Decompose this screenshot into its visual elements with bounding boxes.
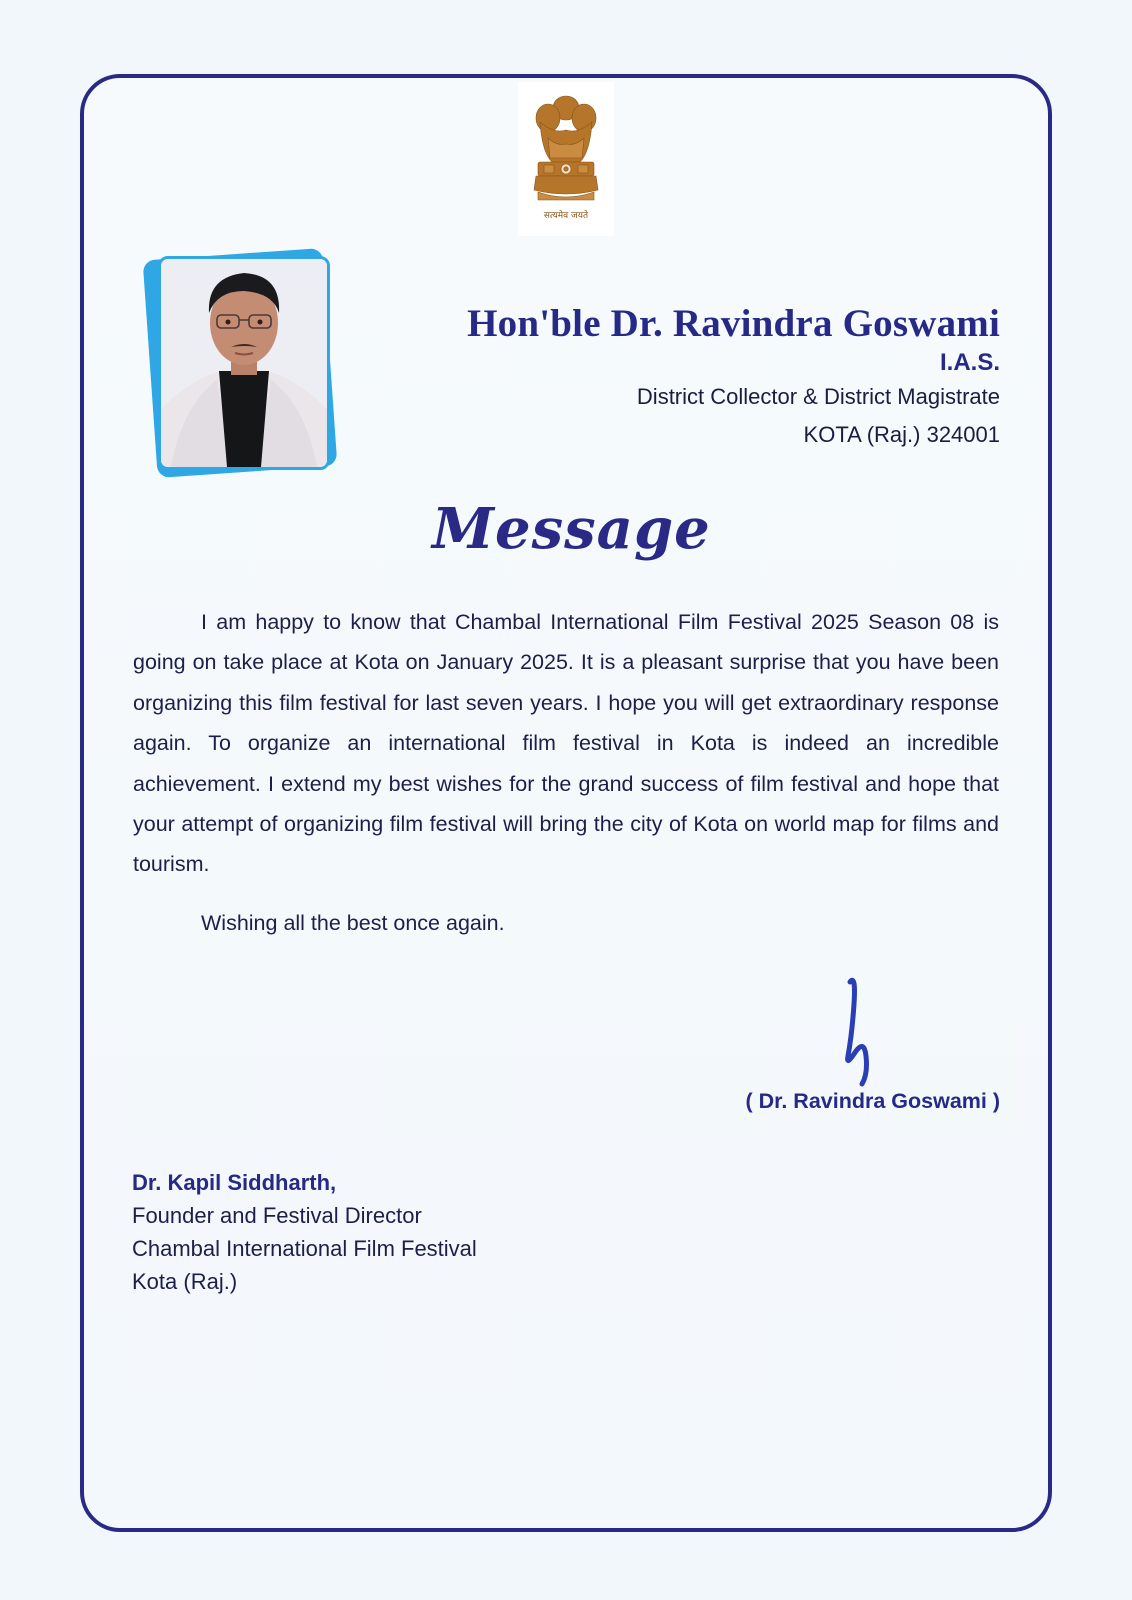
photo-frame	[158, 256, 330, 470]
official-address: KOTA (Raj.) 324001	[803, 422, 1000, 447]
message-body: I am happy to know that Chambal International Film Festival 2025 Season 08 is going on take place at Kota on January 2025. It is a pleasant surprise that you have been organizing this film festival for last seven years. I hope you will get extraordinary response again. To organize an international film festival in Kota is indeed an incredible achievement. I extend my best wishes for the grand success of film festival and hope that your attempt of organizing film festival will bring the city of Kota on world map for films and tourism.	[133, 610, 999, 877]
signatory-name: ( Dr. Ravindra Goswami )	[745, 1089, 1000, 1113]
recipient-city: Kota (Raj.)	[132, 1269, 238, 1294]
emblem-motto: सत्यमेव जयते	[543, 211, 589, 221]
national-emblem-icon	[518, 82, 614, 236]
handwritten-signature	[842, 974, 882, 1094]
official-name: Hon'ble Dr. Ravindra Goswami	[467, 302, 1000, 345]
portrait-photo	[148, 250, 338, 480]
recipient-title: Founder and Festival Director	[132, 1203, 422, 1228]
official-header	[360, 300, 1000, 454]
recipient-name: Dr. Kapil Siddharth,	[132, 1170, 337, 1195]
official-credential: I.A.S.	[939, 349, 1000, 376]
recipient-organization: Chambal International Film Festival	[132, 1236, 477, 1261]
official-designation: District Collector & District Magistrate	[636, 384, 1000, 409]
recipient-block	[132, 1166, 477, 1298]
message-closing: Wishing all the best once again.	[201, 911, 505, 935]
message-heading: Message	[432, 496, 711, 562]
